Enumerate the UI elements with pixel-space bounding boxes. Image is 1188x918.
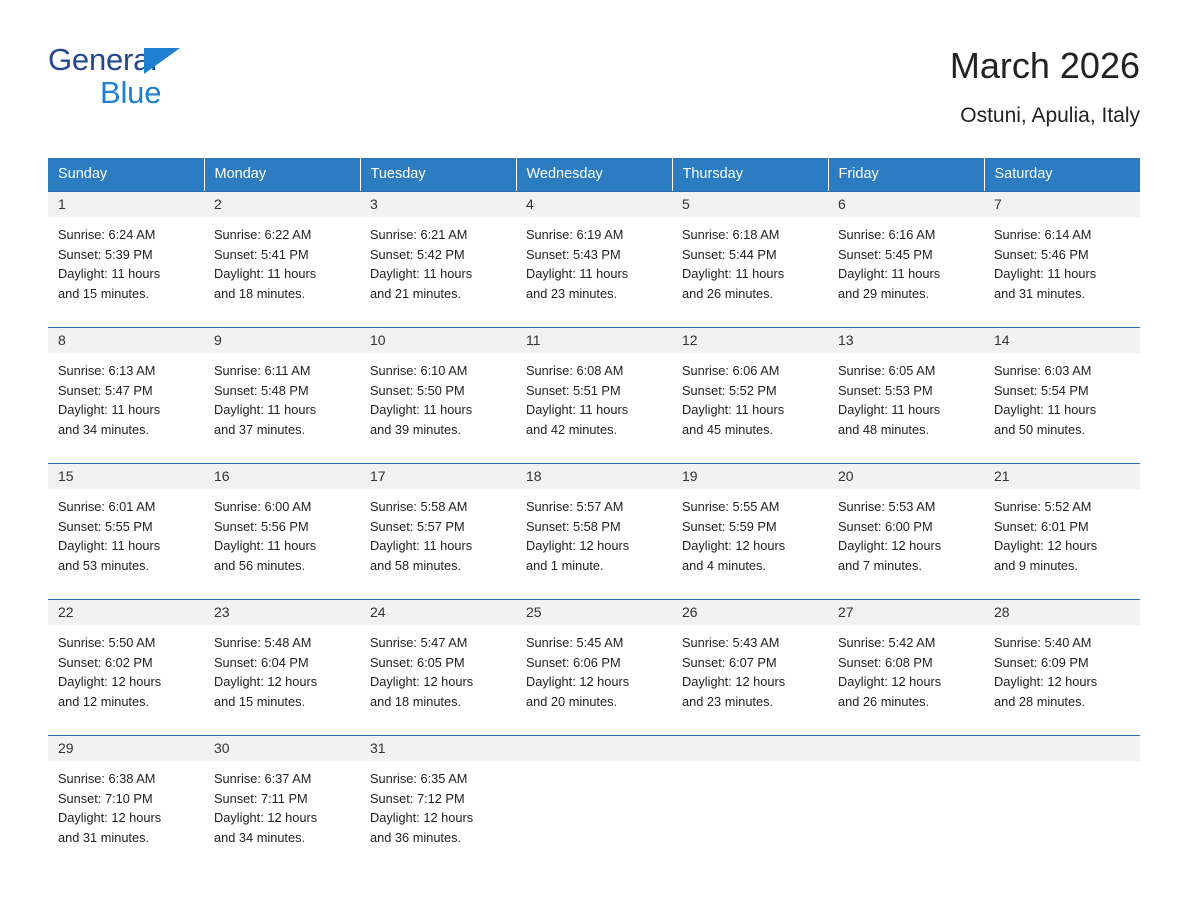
- week-spacer-cell: [48, 445, 1140, 463]
- day-number: 15: [48, 463, 204, 489]
- week-spacer: [48, 717, 1140, 735]
- daylight-text-line1: Daylight: 11 hours: [214, 538, 317, 553]
- daylight-text-line2: and 9 minutes.: [994, 557, 1078, 573]
- calendar-body: [48, 191, 1140, 853]
- day-cell: [672, 327, 828, 445]
- title-block: [950, 44, 1140, 128]
- day-info: [828, 625, 984, 711]
- daylight-text-line1: Daylight: 11 hours: [58, 266, 161, 281]
- day-cell: [204, 463, 360, 581]
- page-subtitle-location: Ostuni, Apulia, Italy: [960, 103, 1140, 127]
- week-spacer-cell: [48, 309, 1140, 327]
- day-cell: [828, 463, 984, 581]
- daylight-text-line1: Daylight: 11 hours: [994, 402, 1097, 417]
- sunset-text: Sunset: 5:41 PM: [214, 246, 309, 262]
- sunrise-text: Sunrise: 6:19 AM: [526, 227, 624, 242]
- daylight-text-line2: and 48 minutes.: [838, 421, 930, 437]
- daylight-text-line2: and 29 minutes.: [838, 285, 930, 301]
- day-number: [828, 735, 984, 761]
- sunset-text: Sunset: 5:52 PM: [682, 382, 777, 398]
- daylight-text-line1: Daylight: 12 hours: [214, 810, 318, 825]
- day-cell: [672, 463, 828, 581]
- daylight-text-line1: Daylight: 11 hours: [58, 402, 161, 417]
- daylight-text-line2: and 36 minutes.: [370, 829, 462, 845]
- daylight-text-line2: and 31 minutes.: [994, 285, 1086, 301]
- calendar-week-row: [48, 463, 1140, 581]
- daylight-text-line1: Daylight: 11 hours: [214, 266, 317, 281]
- sunset-text: Sunset: 5:53 PM: [838, 382, 933, 398]
- daylight-text-line2: and 23 minutes.: [682, 693, 774, 709]
- day-number: 25: [516, 599, 672, 625]
- day-cell: [204, 327, 360, 445]
- sunrise-text: Sunrise: 5:42 AM: [838, 635, 936, 650]
- day-info: [360, 761, 516, 847]
- calendar-week-row: [48, 327, 1140, 445]
- daylight-text-line2: and 21 minutes.: [370, 285, 462, 301]
- sunrise-text: Sunrise: 6:16 AM: [838, 227, 936, 242]
- sunrise-text: Sunrise: 6:10 AM: [370, 363, 468, 378]
- daylight-text-line2: and 7 minutes.: [838, 557, 922, 573]
- sunset-text: Sunset: 5:46 PM: [994, 246, 1089, 262]
- sunrise-text: Sunrise: 6:08 AM: [526, 363, 624, 378]
- day-number: 2: [204, 191, 360, 217]
- sunrise-text: Sunrise: 6:24 AM: [58, 227, 156, 242]
- day-number: 17: [360, 463, 516, 489]
- page-header: [48, 0, 1140, 144]
- day-cell-empty: [828, 735, 984, 853]
- day-cell: [516, 327, 672, 445]
- day-cell: [828, 191, 984, 309]
- day-cell: [984, 599, 1140, 717]
- day-cell-empty: [516, 735, 672, 853]
- daylight-text-line1: Daylight: 11 hours: [838, 266, 941, 281]
- sunset-text: Sunset: 5:58 PM: [526, 518, 621, 534]
- sunrise-text: Sunrise: 5:52 AM: [994, 499, 1092, 514]
- sunrise-text: Sunrise: 6:05 AM: [838, 363, 936, 378]
- day-info: [48, 353, 204, 439]
- day-info: [984, 353, 1140, 439]
- sunset-text: Sunset: 6:00 PM: [838, 518, 933, 534]
- sunset-text: Sunset: 6:01 PM: [994, 518, 1089, 534]
- daylight-text-line2: and 39 minutes.: [370, 421, 462, 437]
- sunset-text: Sunset: 5:54 PM: [994, 382, 1089, 398]
- day-cell: [516, 463, 672, 581]
- day-number: 10: [360, 327, 516, 353]
- daylight-text-line2: and 56 minutes.: [214, 557, 306, 573]
- day-cell: [360, 191, 516, 309]
- daylight-text-line2: and 45 minutes.: [682, 421, 774, 437]
- daylight-text-line2: and 42 minutes.: [526, 421, 618, 437]
- day-info: [672, 489, 828, 575]
- sunset-text: Sunset: 7:12 PM: [370, 790, 465, 806]
- daylight-text-line1: Daylight: 12 hours: [682, 674, 786, 689]
- sunset-text: Sunset: 5:45 PM: [838, 246, 933, 262]
- day-number: 5: [672, 191, 828, 217]
- day-number: 14: [984, 327, 1140, 353]
- daylight-text-line2: and 58 minutes.: [370, 557, 462, 573]
- sunrise-text: Sunrise: 6:22 AM: [214, 227, 312, 242]
- day-cell: [360, 463, 516, 581]
- day-number: 24: [360, 599, 516, 625]
- day-number: 3: [360, 191, 516, 217]
- sunset-text: Sunset: 5:48 PM: [214, 382, 309, 398]
- daylight-text-line1: Daylight: 12 hours: [370, 674, 474, 689]
- daylight-text-line2: and 50 minutes.: [994, 421, 1086, 437]
- day-cell: [204, 191, 360, 309]
- week-spacer: [48, 581, 1140, 599]
- day-number: 29: [48, 735, 204, 761]
- sunset-text: Sunset: 5:50 PM: [370, 382, 465, 398]
- day-info: [204, 217, 360, 303]
- day-cell: [360, 599, 516, 717]
- weekday-header-sunday: Sunday: [48, 158, 204, 191]
- sunset-text: Sunset: 6:09 PM: [994, 654, 1089, 670]
- day-number: 23: [204, 599, 360, 625]
- day-info: [204, 625, 360, 711]
- daylight-text-line2: and 15 minutes.: [214, 693, 306, 709]
- day-info: [828, 489, 984, 575]
- daylight-text-line1: Daylight: 11 hours: [838, 402, 941, 417]
- daylight-text-line1: Daylight: 12 hours: [58, 810, 162, 825]
- day-number: 13: [828, 327, 984, 353]
- day-cell: [984, 191, 1140, 309]
- daylight-text-line2: and 31 minutes.: [58, 829, 150, 845]
- daylight-text-line1: Daylight: 11 hours: [58, 538, 161, 553]
- daylight-text-line1: Daylight: 11 hours: [526, 402, 629, 417]
- generalblue-logo: [48, 44, 161, 108]
- day-info: [48, 217, 204, 303]
- sunrise-text: Sunrise: 5:58 AM: [370, 499, 468, 514]
- day-number: 22: [48, 599, 204, 625]
- day-number: 4: [516, 191, 672, 217]
- sunset-text: Sunset: 7:11 PM: [214, 790, 308, 806]
- day-number: [672, 735, 828, 761]
- week-spacer-cell: [48, 581, 1140, 599]
- sunrise-text: Sunrise: 5:43 AM: [682, 635, 780, 650]
- weekday-header-tuesday: Tuesday: [360, 158, 516, 191]
- day-number: 21: [984, 463, 1140, 489]
- daylight-text-line2: and 34 minutes.: [58, 421, 150, 437]
- sunrise-text: Sunrise: 5:47 AM: [370, 635, 468, 650]
- day-info: [984, 217, 1140, 303]
- day-info: [48, 625, 204, 711]
- day-info: [516, 217, 672, 303]
- day-number: 7: [984, 191, 1140, 217]
- logo-text-general: General: [48, 42, 157, 77]
- sunrise-text: Sunrise: 5:48 AM: [214, 635, 312, 650]
- daylight-text-line1: Daylight: 11 hours: [526, 266, 629, 281]
- day-number: [516, 735, 672, 761]
- day-cell: [672, 191, 828, 309]
- day-info: [984, 489, 1140, 575]
- day-cell: [516, 191, 672, 309]
- sunrise-text: Sunrise: 6:00 AM: [214, 499, 312, 514]
- day-number: 20: [828, 463, 984, 489]
- day-info: [360, 625, 516, 711]
- day-info: [360, 353, 516, 439]
- sunrise-text: Sunrise: 6:38 AM: [58, 771, 156, 786]
- day-info: [516, 625, 672, 711]
- daylight-text-line1: Daylight: 12 hours: [838, 674, 942, 689]
- day-cell: [984, 327, 1140, 445]
- daylight-text-line2: and 53 minutes.: [58, 557, 150, 573]
- day-cell: [204, 599, 360, 717]
- daylight-text-line1: Daylight: 11 hours: [682, 266, 785, 281]
- weekday-header-wednesday: Wednesday: [516, 158, 672, 191]
- day-info: [516, 353, 672, 439]
- page-title: March 2026: [949, 45, 1140, 86]
- sunrise-text: Sunrise: 5:45 AM: [526, 635, 624, 650]
- day-cell-empty: [984, 735, 1140, 853]
- sunset-text: Sunset: 6:07 PM: [682, 654, 777, 670]
- sunrise-text: Sunrise: 6:21 AM: [370, 227, 468, 242]
- weekday-header-thursday: Thursday: [672, 158, 828, 191]
- day-number: 31: [360, 735, 516, 761]
- day-cell: [828, 599, 984, 717]
- daylight-text-line1: Daylight: 11 hours: [370, 266, 473, 281]
- sunrise-text: Sunrise: 5:53 AM: [838, 499, 936, 514]
- daylight-text-line1: Daylight: 12 hours: [526, 674, 630, 689]
- day-cell: [48, 735, 204, 853]
- day-info: [360, 217, 516, 303]
- daylight-text-line2: and 34 minutes.: [214, 829, 306, 845]
- sunrise-text: Sunrise: 5:55 AM: [682, 499, 780, 514]
- daylight-text-line1: Daylight: 12 hours: [682, 538, 786, 553]
- sunset-text: Sunset: 5:51 PM: [526, 382, 621, 398]
- sunrise-text: Sunrise: 6:01 AM: [58, 499, 156, 514]
- weekday-header-monday: Monday: [204, 158, 360, 191]
- daylight-text-line1: Daylight: 12 hours: [838, 538, 942, 553]
- daylight-text-line1: Daylight: 11 hours: [994, 266, 1097, 281]
- day-info: [204, 353, 360, 439]
- day-number: 9: [204, 327, 360, 353]
- day-number: 6: [828, 191, 984, 217]
- daylight-text-line1: Daylight: 12 hours: [58, 674, 162, 689]
- day-cell: [48, 327, 204, 445]
- daylight-text-line1: Daylight: 12 hours: [370, 810, 474, 825]
- week-spacer: [48, 309, 1140, 327]
- sunset-text: Sunset: 5:47 PM: [58, 382, 153, 398]
- day-cell: [48, 191, 204, 309]
- sunrise-text: Sunrise: 5:50 AM: [58, 635, 156, 650]
- sunset-text: Sunset: 6:04 PM: [214, 654, 309, 670]
- daylight-text-line1: Daylight: 12 hours: [994, 538, 1098, 553]
- daylight-text-line1: Daylight: 11 hours: [370, 538, 473, 553]
- daylight-text-line2: and 20 minutes.: [526, 693, 618, 709]
- day-cell: [48, 599, 204, 717]
- day-number: 19: [672, 463, 828, 489]
- day-info: [516, 489, 672, 575]
- day-number: 1: [48, 191, 204, 217]
- day-info: [828, 217, 984, 303]
- logo-text-blue: Blue: [100, 75, 162, 110]
- day-number: 12: [672, 327, 828, 353]
- logo-triangle-icon: [144, 48, 180, 74]
- day-info: [360, 489, 516, 575]
- weekday-header-friday: Friday: [828, 158, 984, 191]
- sunrise-text: Sunrise: 5:57 AM: [526, 499, 624, 514]
- day-cell: [828, 327, 984, 445]
- daylight-text-line2: and 18 minutes.: [214, 285, 306, 301]
- sunrise-text: Sunrise: 5:40 AM: [994, 635, 1092, 650]
- sunrise-text: Sunrise: 6:03 AM: [994, 363, 1092, 378]
- day-cell: [360, 735, 516, 853]
- day-number: 27: [828, 599, 984, 625]
- sunrise-text: Sunrise: 6:18 AM: [682, 227, 780, 242]
- sunset-text: Sunset: 5:56 PM: [214, 518, 309, 534]
- daylight-text-line2: and 18 minutes.: [370, 693, 462, 709]
- daylight-text-line1: Daylight: 11 hours: [370, 402, 473, 417]
- day-info: [984, 625, 1140, 711]
- sunrise-text: Sunrise: 6:11 AM: [214, 363, 311, 378]
- sunrise-text: Sunrise: 6:14 AM: [994, 227, 1092, 242]
- day-cell: [672, 599, 828, 717]
- daylight-text-line2: and 15 minutes.: [58, 285, 150, 301]
- day-number: 30: [204, 735, 360, 761]
- day-info: [672, 625, 828, 711]
- daylight-text-line1: Daylight: 12 hours: [994, 674, 1098, 689]
- daylight-text-line2: and 28 minutes.: [994, 693, 1086, 709]
- daylight-text-line2: and 26 minutes.: [838, 693, 930, 709]
- day-number: 11: [516, 327, 672, 353]
- day-info: [204, 761, 360, 847]
- daylight-text-line1: Daylight: 12 hours: [526, 538, 630, 553]
- sunset-text: Sunset: 6:02 PM: [58, 654, 153, 670]
- sunset-text: Sunset: 5:39 PM: [58, 246, 153, 262]
- weekday-header-saturday: Saturday: [984, 158, 1140, 191]
- day-cell: [984, 463, 1140, 581]
- week-spacer: [48, 445, 1140, 463]
- sunrise-text: Sunrise: 6:37 AM: [214, 771, 312, 786]
- daylight-text-line1: Daylight: 12 hours: [214, 674, 318, 689]
- calendar-header-row: [48, 158, 1140, 191]
- daylight-text-line2: and 12 minutes.: [58, 693, 150, 709]
- day-cell: [48, 463, 204, 581]
- week-spacer-cell: [48, 717, 1140, 735]
- day-number: 8: [48, 327, 204, 353]
- day-number: 28: [984, 599, 1140, 625]
- day-cell: [360, 327, 516, 445]
- day-info: [48, 489, 204, 575]
- daylight-text-line2: and 1 minute.: [526, 557, 604, 573]
- sunset-text: Sunset: 5:55 PM: [58, 518, 153, 534]
- day-cell: [516, 599, 672, 717]
- day-info: [204, 489, 360, 575]
- sunset-text: Sunset: 6:08 PM: [838, 654, 933, 670]
- sunrise-text: Sunrise: 6:06 AM: [682, 363, 780, 378]
- sunset-text: Sunset: 5:59 PM: [682, 518, 777, 534]
- daylight-text-line2: and 37 minutes.: [214, 421, 306, 437]
- day-cell-empty: [672, 735, 828, 853]
- day-number: 26: [672, 599, 828, 625]
- daylight-text-line1: Daylight: 11 hours: [682, 402, 785, 417]
- daylight-text-line2: and 4 minutes.: [682, 557, 766, 573]
- sunrise-text: Sunrise: 6:35 AM: [370, 771, 468, 786]
- sunset-text: Sunset: 6:05 PM: [370, 654, 465, 670]
- day-info: [672, 217, 828, 303]
- sunset-text: Sunset: 7:10 PM: [58, 790, 153, 806]
- sunset-text: Sunset: 5:57 PM: [370, 518, 465, 534]
- day-number: [984, 735, 1140, 761]
- sunset-text: Sunset: 6:06 PM: [526, 654, 621, 670]
- day-number: 16: [204, 463, 360, 489]
- calendar-table: [48, 158, 1140, 853]
- calendar-week-row: [48, 735, 1140, 853]
- calendar-week-row: [48, 599, 1140, 717]
- day-number: 18: [516, 463, 672, 489]
- day-cell: [204, 735, 360, 853]
- sunset-text: Sunset: 5:42 PM: [370, 246, 465, 262]
- sunrise-text: Sunrise: 6:13 AM: [58, 363, 156, 378]
- calendar-week-row: [48, 191, 1140, 309]
- day-info: [672, 353, 828, 439]
- day-info: [48, 761, 204, 847]
- daylight-text-line1: Daylight: 11 hours: [214, 402, 317, 417]
- day-info: [828, 353, 984, 439]
- daylight-text-line2: and 26 minutes.: [682, 285, 774, 301]
- sunset-text: Sunset: 5:43 PM: [526, 246, 621, 262]
- daylight-text-line2: and 23 minutes.: [526, 285, 618, 301]
- sunset-text: Sunset: 5:44 PM: [682, 246, 777, 262]
